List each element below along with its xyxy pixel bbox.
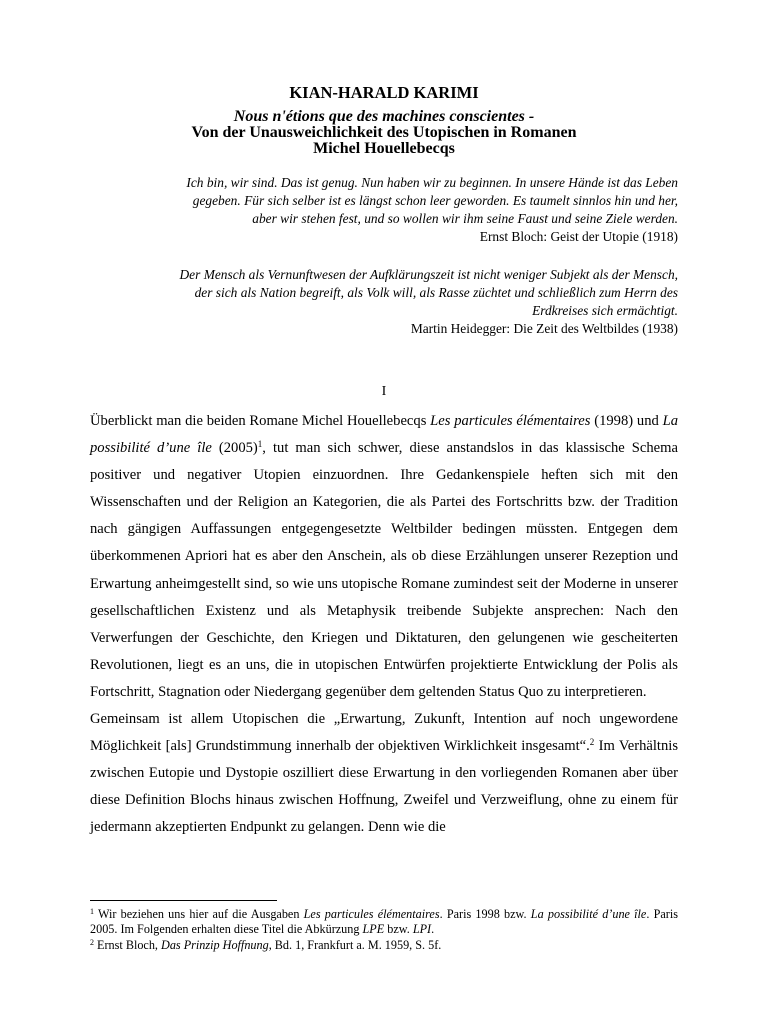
text-run: bzw. xyxy=(384,922,413,937)
text-run: (2005) xyxy=(211,440,258,457)
text-run: , Bd. 1, Frankfurt a. M. 1959, S. 5f. xyxy=(268,937,442,952)
epigraph-source: Ernst Bloch: Geist der Utopie (1918) xyxy=(479,229,678,244)
footnote-number: 2 xyxy=(90,937,94,947)
text-run: Überblickt man die beiden Romane Michel Houellebecqs xyxy=(90,413,431,429)
epigraph-line: der sich als Nation begreift, als Volk will, als Rasse züchtet und schließlich zum Herrn des xyxy=(194,285,678,300)
work-title: Les particules élémentaires xyxy=(303,907,440,921)
text-run: , tut man sich schwer, diese anstandslos in das klassische Schema positiver und negativer Utopien einzuordnen. Ihre Gedankenspiele heften sich mit den Wissenschaften und der Religion an Kategorien, die als Partei des Fortschritts bzw. der Tradition nach gängigen Auffassungen entgegengesetzte Weltbilder bedingen müssten. Entgegen dem überkommenen Apriori hat es aber den Anschein, als ob diese Erzählungen unserer Rezeption und Erwartung anheimgestellt sind, so wie uns utopische Romane zumindest seit der Moderne in unserer gesellschaftlichen Existenz und als Metaphysik treibende Subjekte ansprechen: Nach den Verwerfungen der Geschichte, den Kriegen und Diktaturen, den gelungenen wie gescheiterten Revolutionen, liegt es an uns, die in utopischen Entwürfen projektierte Entwicklung der Polis als Fortschritt, Stagnation oder Niedergang gegenüber dem geltenden Status Quo zu interpretieren. xyxy=(90,440,678,700)
paragraph-2 xyxy=(90,706,678,841)
body-text xyxy=(90,408,678,842)
epigraph-line: Erdkreises sich ermächtigt. xyxy=(532,303,678,318)
epigraph-heidegger xyxy=(90,266,678,338)
author-name: KIAN-HARALD KARIMI xyxy=(289,83,479,102)
epigraph-line: Ich bin, wir sind. Das ist genug. Nun haben wir zu beginnen. In unsere Hände ist das Leben xyxy=(186,175,678,190)
text-run: . Paris 1998 bzw. xyxy=(439,907,531,921)
text-run: Gemeinsam ist allem Utopischen die „Erwartung, Zukunft, Intention auf noch ungewordene Möglichkeit [als] Grundstimmung innerhalb der objektiven Wirklichkeit insgesamt“. xyxy=(90,711,678,755)
paragraph-1 xyxy=(90,408,678,706)
work-title: Les particules élémentaires xyxy=(430,413,591,429)
footnote-ref-1[interactable]: 1 xyxy=(257,439,263,450)
title-line-3: Michel Houellebecqs xyxy=(313,140,455,157)
abbreviation: LPI xyxy=(412,922,432,937)
epigraph-line: Der Mensch als Vernunftwesen der Aufklärungszeit ist nicht weniger Subjekt als der Mensch, xyxy=(179,267,678,282)
title-line-1: Nous n'étions que des machines conscientes - xyxy=(233,108,535,125)
epigraph-line: aber wir stehen fest, und so wollen wir ihm seine Faust und seine Ziele werden. xyxy=(252,211,678,226)
text-run: . Paris 2005. Im Folgenden erhalten diese Titel die Abkürzung xyxy=(90,907,678,937)
footnote-1 xyxy=(90,907,678,938)
footnotes xyxy=(90,907,678,953)
work-title: La possibilité d’une île xyxy=(90,413,679,457)
work-title: La possibilité d’une île xyxy=(530,907,647,921)
text-run: . xyxy=(431,922,435,937)
article-title xyxy=(0,109,768,157)
text-run: Im Verhältnis zwischen Eutopie und Dystopie oszilliert diese Erwartung in den vorliegenden Romanen aber über diese Definition Blochs hinaus zwischen Hoffnung, Zweifel und Verzweiflung, ohne zu einem für jedermann akzeptierten Endpunkt zu gelangen. Denn wie die xyxy=(90,738,678,836)
section-numeral: I xyxy=(381,384,387,399)
footnote-separator xyxy=(90,900,277,901)
footnote-ref-2[interactable]: 2 xyxy=(589,737,595,748)
abbreviation: LPE xyxy=(362,922,385,937)
title-line-2: Von der Unausweichlichkeit des Utopischen in Romanen xyxy=(191,124,577,141)
epigraph-bloch xyxy=(90,174,678,246)
text-run: (1998) und xyxy=(590,413,663,429)
footnote-number: 1 xyxy=(90,907,94,916)
epigraph-line: gegeben. Für sich selber ist es längst schon leer geworden. Es taumelt sinnlos hin und her, xyxy=(192,193,678,208)
text-run: Ernst Bloch, xyxy=(94,937,162,952)
text-run: Wir beziehen uns hier auf die Ausgaben xyxy=(94,907,304,921)
epigraph-source: Martin Heidegger: Die Zeit des Weltbildes (1938) xyxy=(410,321,678,336)
work-title: Das Prinzip Hoffnung xyxy=(161,937,269,952)
footnote-2 xyxy=(90,938,678,953)
